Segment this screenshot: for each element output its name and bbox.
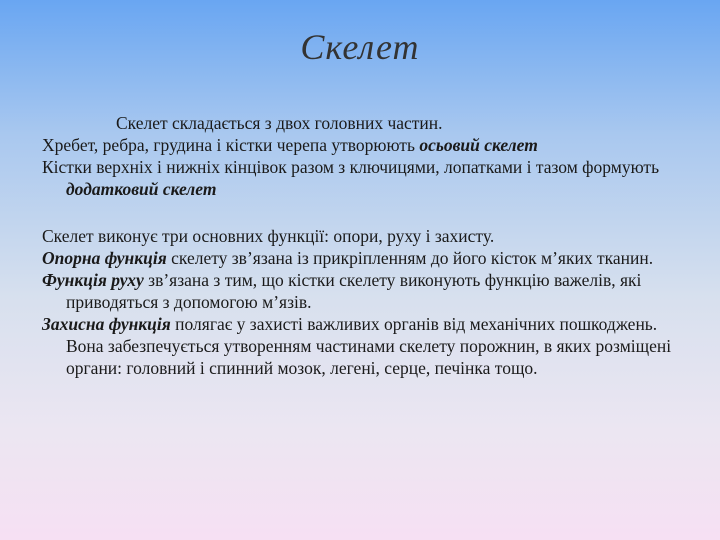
axial-skeleton-paragraph: [42, 134, 682, 156]
axial-skeleton-term: осьовий скелет: [419, 135, 538, 155]
appendicular-skeleton-term: додатковий скелет: [66, 179, 217, 199]
support-function-term: Опорна функція: [42, 248, 167, 268]
appendicular-skeleton-text: Кістки верхніх і нижніх кінцівок разом з ключицями, лопатками і тазом формують: [42, 157, 660, 177]
slide-body: [42, 112, 682, 379]
axial-skeleton-text: Хребет, ребра, грудина і кістки черепа утворюють: [42, 135, 420, 155]
motion-function-paragraph: [42, 269, 682, 313]
support-function-paragraph: [42, 247, 682, 269]
protection-function-text: полягає у захисті важливих органів від механічних пошкоджень. Вона забезпечується утворенням частинами скелету порожнин, в яких розміщені органи: головний і спинний мозок, легені, серце, печінка тощо.: [66, 314, 672, 378]
functions-intro: Скелет виконує три основних функції: опори, руху і захисту.: [42, 226, 495, 246]
skeleton-intro: Скелет складається з двох головних частин.: [116, 113, 443, 133]
slide-title: Скелет: [300, 27, 420, 67]
appendicular-skeleton-paragraph: [42, 156, 682, 200]
protection-function-paragraph: [42, 313, 682, 379]
paragraph-gap: [42, 200, 682, 225]
protection-function-term: Захисна функція: [42, 314, 171, 334]
motion-function-text: зв’язана з тим, що кістки скелету виконують функцію важелів, які приводяться з допомогою м’язів.: [66, 270, 642, 312]
motion-function-term: Функція руху: [42, 270, 144, 290]
support-function-text: скелету зв’язана із прикріпленням до його кісток м’яких тканин.: [166, 248, 654, 268]
